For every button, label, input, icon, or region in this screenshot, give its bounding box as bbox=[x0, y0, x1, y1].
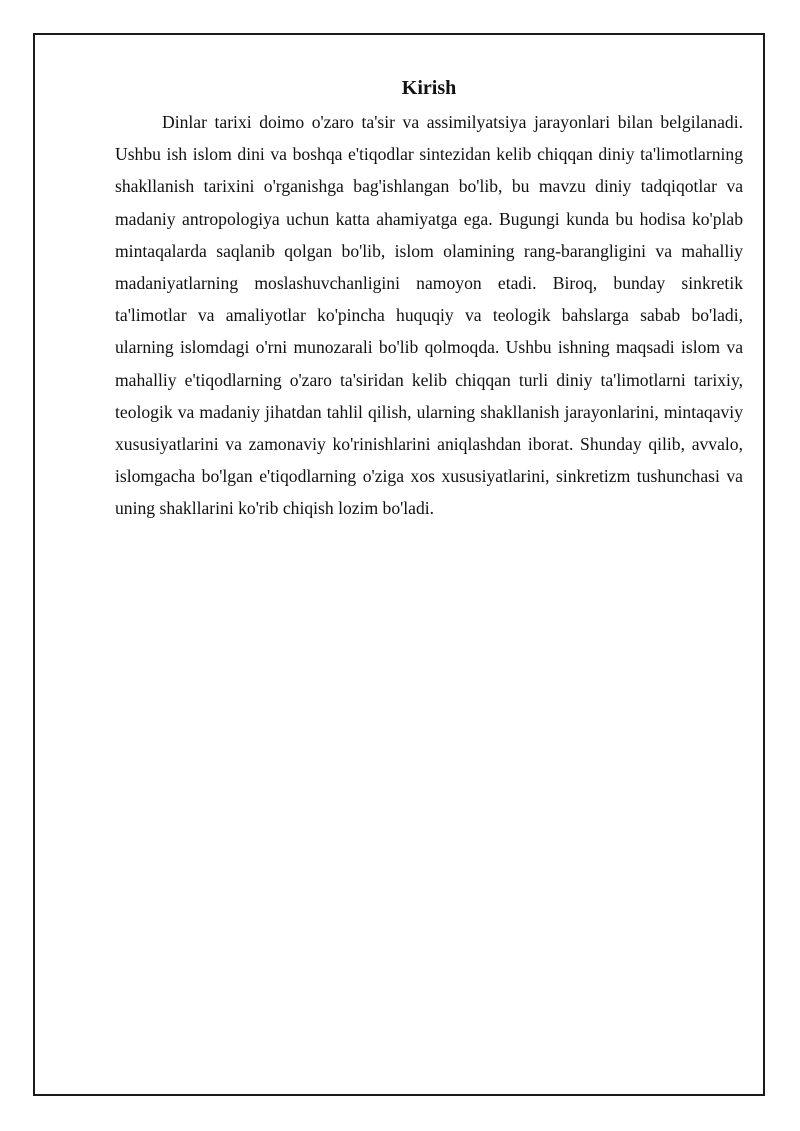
section-heading: Kirish bbox=[401, 77, 457, 99]
document-body bbox=[115, 74, 743, 525]
intro-paragraph: Dinlar tarixi doimo o'zaro ta'sir va assimilyatsiya jarayonlari bilan belgilanadi. Ushbu ish islom dini va boshqa e'tiqodlar sintezidan kelib chiqqan diniy ta'limotlarning shakllanish tarixini o'rganishga bag'ishlangan bo'lib, bu mavzu diniy tadqiqotlar va madaniy antropologiya uchun katta ahamiyatga ega. Bugungi kunda bu hodisa ko'plab mintaqalarda saqlanib qolgan bo'lib, islom olamining rang-barangligini va mahalliy madaniyatlarning moslashuvchanligini namoyon etadi. Biroq, bunday sinkretik ta'limotlar va amaliyotlar ko'pincha huquqiy va teologik bahslarga sabab bo'ladi, ularning islomdagi o'rni munozarali bo'lib qolmoqda. Ushbu ishning maqsadi islom va mahalliy e'tiqodlarning o'zaro ta'siridan kelib chiqqan turli diniy ta'limotlarni tarixiy, teologik va madaniy jihatdan tahlil qilish, ularning shakllanish jarayonlarini, mintaqaviy xususiyatlarini va zamonaviy ko'rinishlarini aniqlashdan iborat. Shunday qilib, avvalo, islomgacha bo'lgan e'tiqodlarning o'ziga xos xususiyatlarini, sinkretizm tushunchasi va uning shakllarini ko'rib chiqish lozim bo'ladi. bbox=[115, 112, 743, 519]
